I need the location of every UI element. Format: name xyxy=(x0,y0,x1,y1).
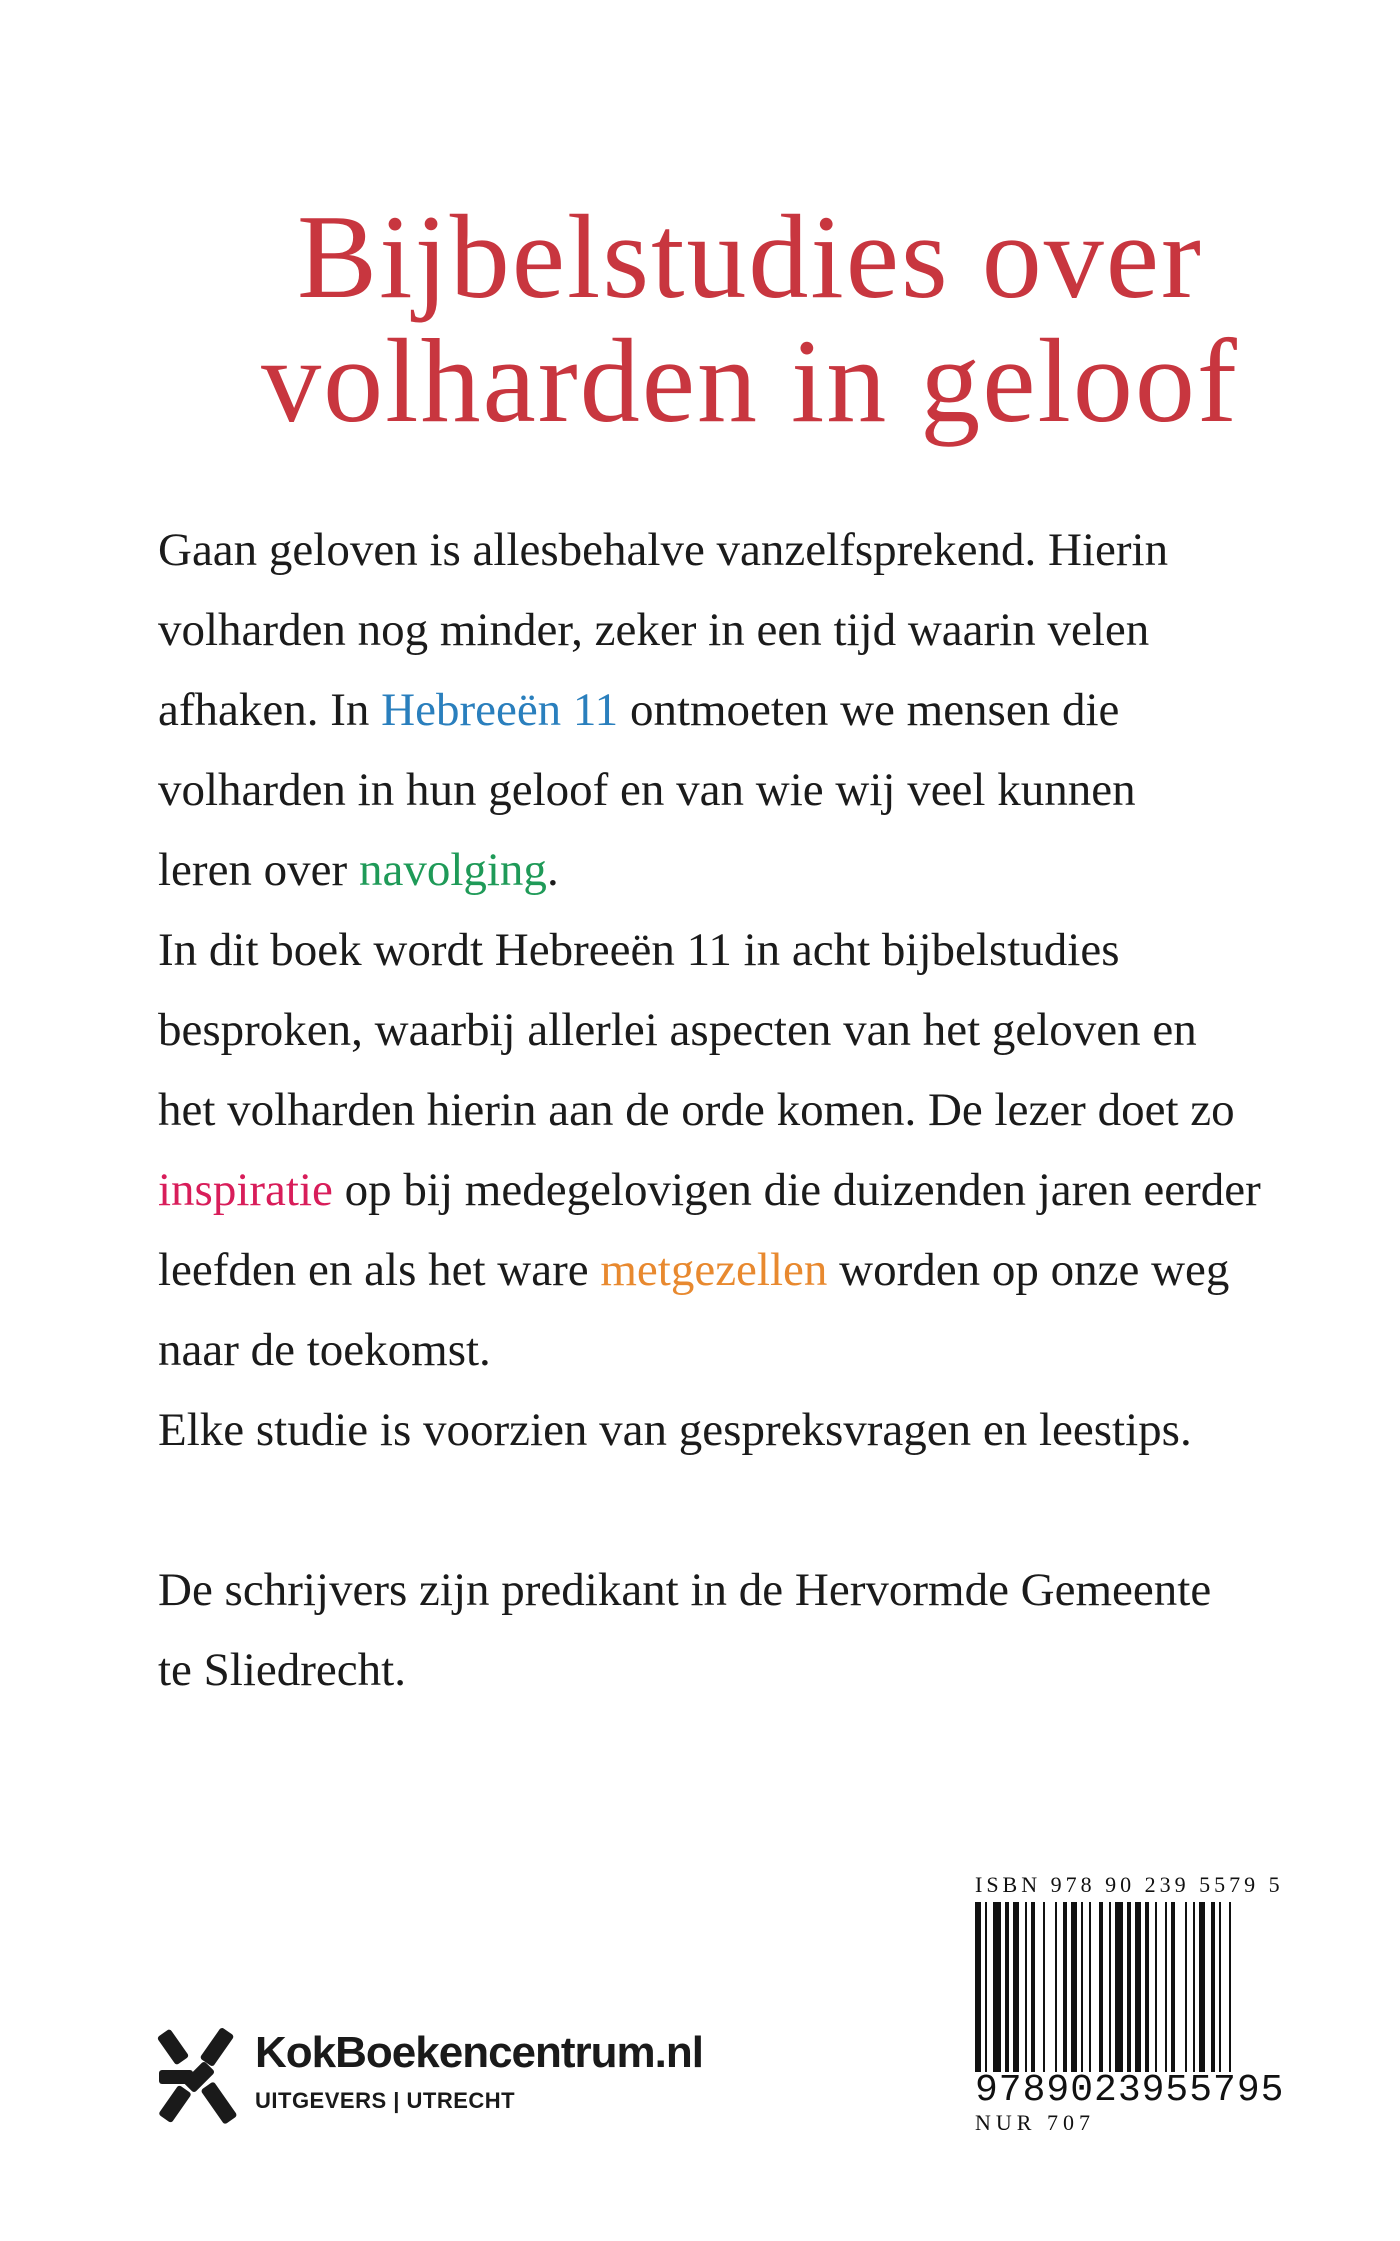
isbn-barcode xyxy=(975,1872,1285,2142)
barcode-bar xyxy=(1013,1902,1019,2087)
barcode-bar xyxy=(1055,1902,1057,2087)
blurb-line xyxy=(158,1230,1358,1310)
blurb-line: Elke studie is voorzien van gespreksvragen en leestips. xyxy=(158,1404,1192,1456)
blurb-text: afhaken. In xyxy=(158,684,382,736)
barcode-bar xyxy=(1109,1902,1111,2087)
barcode-bar xyxy=(1211,1902,1215,2087)
barcode-bar xyxy=(1071,1902,1077,2087)
barcode-bar xyxy=(1089,1902,1091,2087)
author-note-line: te Sliedrecht. xyxy=(158,1644,406,1696)
barcode-bar xyxy=(1145,1902,1149,2087)
book-title xyxy=(0,190,1400,447)
title-line-2: volharden in geloof xyxy=(261,314,1239,447)
blurb-text: . xyxy=(546,844,559,896)
author-note-line: De schrijvers zijn predikant in de Hervormde Gemeente xyxy=(158,1564,1212,1616)
blurb-text: ontmoeten we mensen die xyxy=(618,684,1120,736)
barcode-bar xyxy=(1099,1902,1103,2087)
highlight-metgezellen: metgezellen xyxy=(600,1244,828,1296)
publisher-subtitle: UITGEVERS | UTRECHT xyxy=(255,2088,516,2113)
blurb-text: leren over xyxy=(158,844,359,896)
barcode-bar xyxy=(1165,1902,1167,2087)
blurb-text: op bij medegelovigen die duizenden jaren eerder xyxy=(332,1164,1261,1216)
barcode-bar xyxy=(1081,1902,1083,2087)
barcode-bar xyxy=(1155,1902,1157,2087)
barcode-bar xyxy=(1043,1902,1045,2087)
blurb-line xyxy=(158,670,1358,750)
barcode-bar xyxy=(1135,1902,1141,2087)
barcode-bar xyxy=(1219,1902,1221,2087)
blurb-line: het volharden hierin aan de orde komen. De lezer doet zo xyxy=(158,1084,1235,1136)
barcode-bar xyxy=(985,1902,987,2087)
blurb-line: volharden nog minder, zeker in een tijd waarin velen xyxy=(158,604,1150,656)
barcode-bar xyxy=(1171,1902,1175,2087)
barcode-digits: 9789023955795 xyxy=(975,2069,1285,2112)
blurb-line: volharden in hun geloof en van wie wij veel kunnen xyxy=(158,764,1136,816)
barcode-bar xyxy=(1193,1902,1195,2087)
publisher-logo xyxy=(155,2020,715,2135)
highlight-inspiratie: inspiratie xyxy=(158,1164,333,1216)
barcode-bars xyxy=(975,1902,1285,2087)
barcode-bar xyxy=(1063,1902,1067,2087)
blurb-line: naar de toekomst. xyxy=(158,1324,491,1376)
barcode-bar xyxy=(975,1902,981,2087)
barcode-bar xyxy=(1005,1902,1009,2087)
blurb-line xyxy=(158,830,1358,910)
title-line-1: Bijbelstudies over xyxy=(297,190,1203,323)
blurb-line: Gaan geloven is allesbehalve vanzelfsprekend. Hierin xyxy=(158,524,1169,576)
barcode-bar xyxy=(1199,1902,1205,2087)
blurb-line: In dit boek wordt Hebreeën 11 in acht bijbelstudies xyxy=(158,924,1120,976)
barcode-bar xyxy=(1025,1902,1027,2087)
blurb-line: besproken, waarbij allerlei aspecten van het geloven en xyxy=(158,1004,1197,1056)
highlight-navolging: navolging xyxy=(358,844,547,896)
barcode-bar xyxy=(993,1902,1001,2087)
blurb-line xyxy=(158,1150,1358,1230)
barcode-bar xyxy=(1127,1902,1131,2087)
blurb-text: worden op onze weg xyxy=(827,1244,1230,1296)
nur-code: NUR 707 xyxy=(975,2110,1095,2135)
highlight-hebreeen: Hebreeën 11 xyxy=(381,684,619,736)
blurb-spacer xyxy=(158,1470,1358,1550)
barcode-bar xyxy=(1031,1902,1035,2087)
isbn-label: ISBN 978 90 239 5579 5 xyxy=(975,1872,1284,1897)
barcode-bar xyxy=(1229,1902,1231,2087)
publisher-name: KokBoekencentrum.nl xyxy=(255,2028,703,2077)
barcode-bar xyxy=(1115,1902,1123,2087)
publisher-mark-icon xyxy=(155,2020,245,2130)
blurb-text: leefden en als het ware xyxy=(158,1244,601,1296)
back-cover-blurb xyxy=(158,510,1358,1710)
barcode-bar xyxy=(1185,1902,1187,2087)
